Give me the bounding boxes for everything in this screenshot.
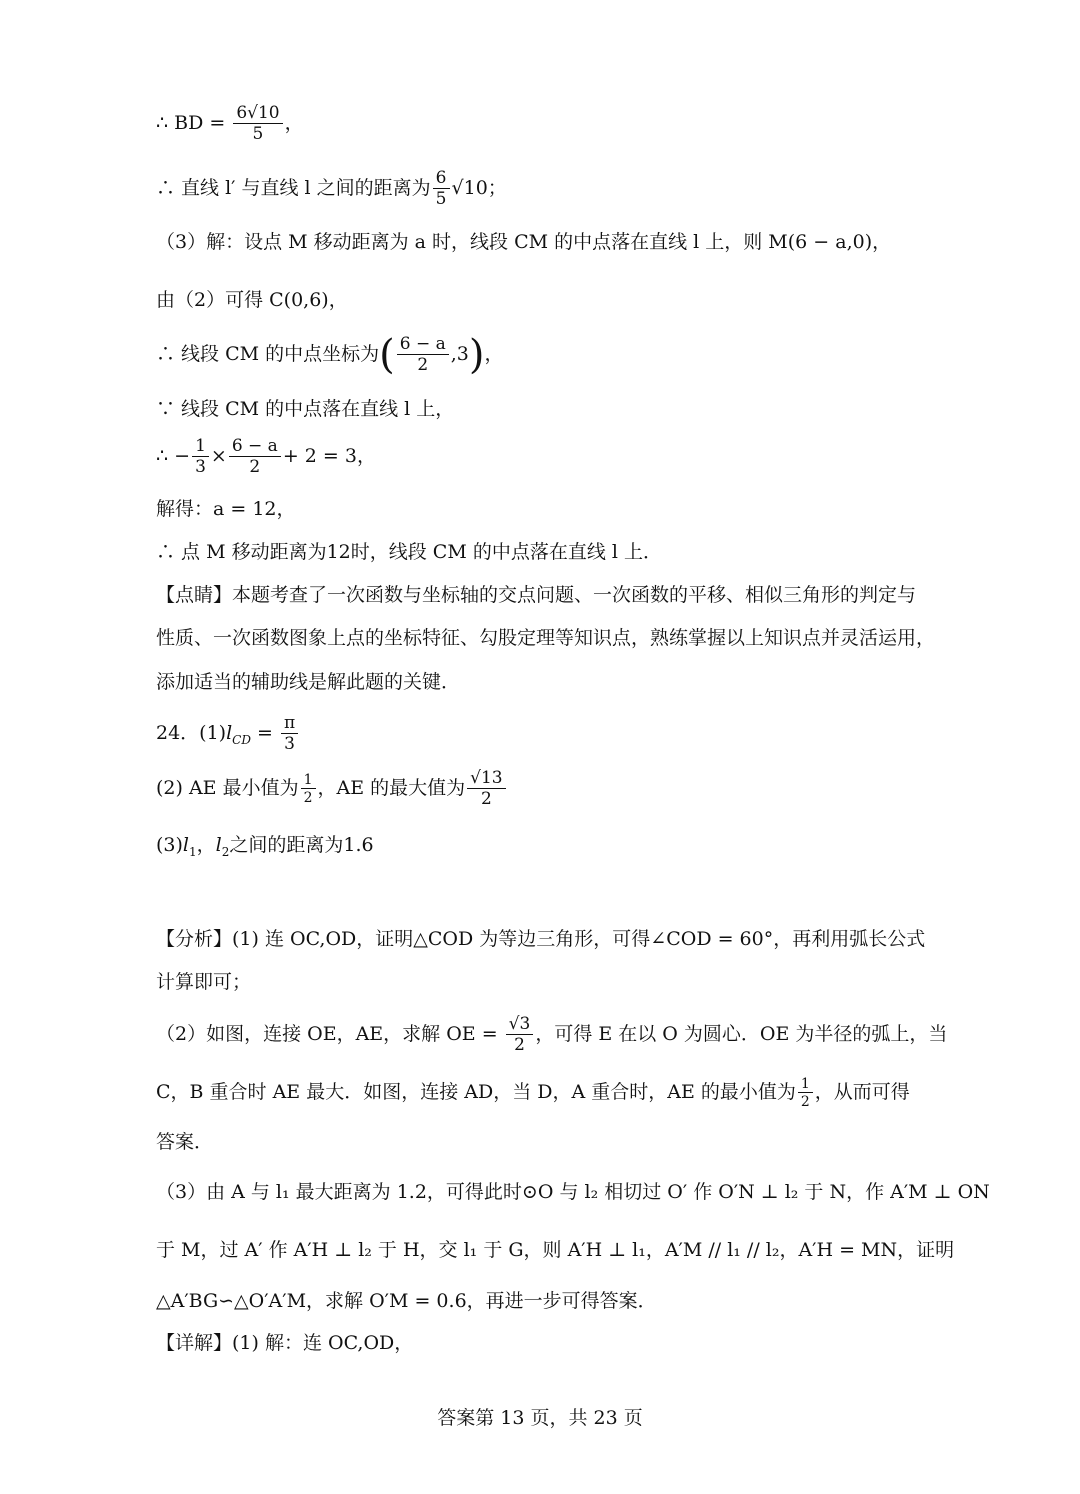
fraction [798, 1077, 813, 1109]
denominator: 2 [800, 1094, 810, 1110]
analysis-line-3 [156, 1016, 947, 1054]
fraction [433, 170, 450, 208]
fraction [281, 715, 298, 753]
analysis-line-2: 计算即可； [156, 971, 252, 993]
left-paren: ( [379, 332, 395, 378]
page-footer: 答案第 13 页，共 23 页 [437, 1407, 643, 1429]
numerator: 6 − a [229, 438, 281, 457]
numerator: √3 [506, 1016, 534, 1035]
analysis-line-6: （3）由 A 与 l₁ 最大距离为 1.2，可得此时⊙O 与 l₂ 相切过 O′ 作 O′N ⊥ l₂ 于 N，作 A′M ⊥ ON [156, 1181, 990, 1203]
line-solve: 解得：a = 12， [156, 498, 296, 520]
numerator: 6√10 [233, 105, 282, 124]
text: = [250, 722, 279, 744]
line-because: ∵ 线段 CM 的中点落在直线 l 上， [156, 398, 455, 420]
subscript: 2 [221, 844, 230, 859]
numerator: 6 − a [397, 336, 449, 355]
q24-part3 [156, 833, 374, 864]
denominator: 3 [284, 734, 295, 754]
text: ，从而可得 [814, 1081, 910, 1103]
denominator: 2 [480, 789, 492, 809]
line-conclusion: ∴ 点 M 移动距离为12时，线段 CM 的中点落在直线 l 上． [156, 541, 662, 563]
line-part3-setup: （3）解：设点 M 移动距离为 a 时，线段 CM 的中点落在直线 l 上，则 M(6 − a,0)， [156, 231, 892, 253]
text: ∴ 线段 CM 的中点坐标为 [156, 343, 380, 365]
fraction [301, 773, 316, 805]
denominator: 2 [514, 1035, 525, 1055]
numerator: √13 [467, 770, 505, 789]
text: l [182, 834, 189, 856]
text: l [215, 834, 222, 856]
fraction [229, 438, 281, 476]
detail-line-1: 【详解】(1) 解：连 OC,OD， [156, 1332, 414, 1354]
text: ,3 [450, 343, 469, 365]
line-c-coord: 由（2）可得 C(0,6)， [156, 289, 348, 311]
text: 24．(1) [156, 722, 227, 744]
numerator: 1 [798, 1077, 813, 1093]
denominator: 2 [417, 355, 429, 375]
text: ∴ BD = [156, 112, 232, 134]
q24-part2 [156, 770, 508, 808]
q24-part1 [156, 715, 300, 753]
text: + 2 = 3， [282, 445, 376, 467]
text: ∴ − [156, 445, 191, 467]
text: ∴ 直线 l′ 与直线 l 之间的距离为 [156, 177, 431, 199]
denominator: 3 [195, 457, 206, 477]
text: ， [284, 112, 304, 134]
text: ， [196, 834, 216, 856]
text: ，AE 的最大值为 [317, 777, 466, 799]
fraction [233, 105, 282, 143]
comment-line-2: 性质、一次函数图象上点的坐标特征、勾股定理等知识点，熟练掌握以上知识点并灵活运用， [156, 627, 936, 649]
numerator: 1 [192, 438, 209, 457]
comment-line-3: 添加适当的辅助线是解此题的关键． [156, 671, 461, 693]
line-distance [156, 170, 507, 208]
text: ， [484, 343, 504, 365]
text: (2) AE 最小值为 [156, 777, 299, 799]
text: l [226, 722, 233, 744]
numerator: 1 [301, 773, 316, 789]
right-paren: ) [468, 332, 485, 378]
analysis-line-4 [156, 1077, 910, 1109]
denominator: 5 [435, 189, 447, 209]
line-midpoint [156, 332, 504, 378]
fraction [397, 336, 449, 374]
text: √10； [451, 177, 507, 199]
text: (3) [156, 834, 183, 856]
numerator: π [281, 715, 298, 734]
analysis-line-8: △A′BG∽△O′A′M，求解 O′M = 0.6，再进一步可得答案． [156, 1290, 657, 1312]
numerator: 6 [433, 170, 450, 189]
text: C，B 重合时 AE 最大．如图，连接 AD，当 D，A 重合时，AE 的最小值为 [156, 1081, 796, 1103]
text: ，可得 E 在以 O 为圆心．OE 为半径的弧上，当 [535, 1023, 948, 1045]
denominator: 2 [303, 790, 313, 806]
line-bd-value [156, 105, 304, 143]
analysis-line-5: 答案． [156, 1131, 214, 1153]
analysis-line-1: 【分析】(1) 连 OC,OD，证明△COD 为等边三角形，可得∠COD = 60°，再利用弧长公式 [156, 928, 926, 950]
text: （2）如图，连接 OE，AE，求解 OE = [156, 1023, 504, 1045]
comment-line-1: 【点睛】本题考查了一次函数与坐标轴的交点问题、一次函数的平移、相似三角形的判定与 [156, 584, 917, 606]
fraction [506, 1016, 534, 1054]
line-equation [156, 438, 376, 476]
analysis-line-7: 于 M，过 A′ 作 A′H ⊥ l₂ 于 H，交 l₁ 于 G，则 A′H ⊥ l₁，A′M // l₁ // l₂，A′H = MN，证明 [156, 1239, 955, 1261]
subscript: CD [232, 732, 251, 747]
denominator: 2 [249, 457, 261, 477]
text: × [210, 445, 227, 467]
fraction [467, 770, 505, 808]
subscript: 1 [189, 844, 197, 859]
fraction [192, 438, 209, 476]
denominator: 5 [252, 124, 264, 144]
text: 之间的距离为1.6 [229, 834, 374, 856]
